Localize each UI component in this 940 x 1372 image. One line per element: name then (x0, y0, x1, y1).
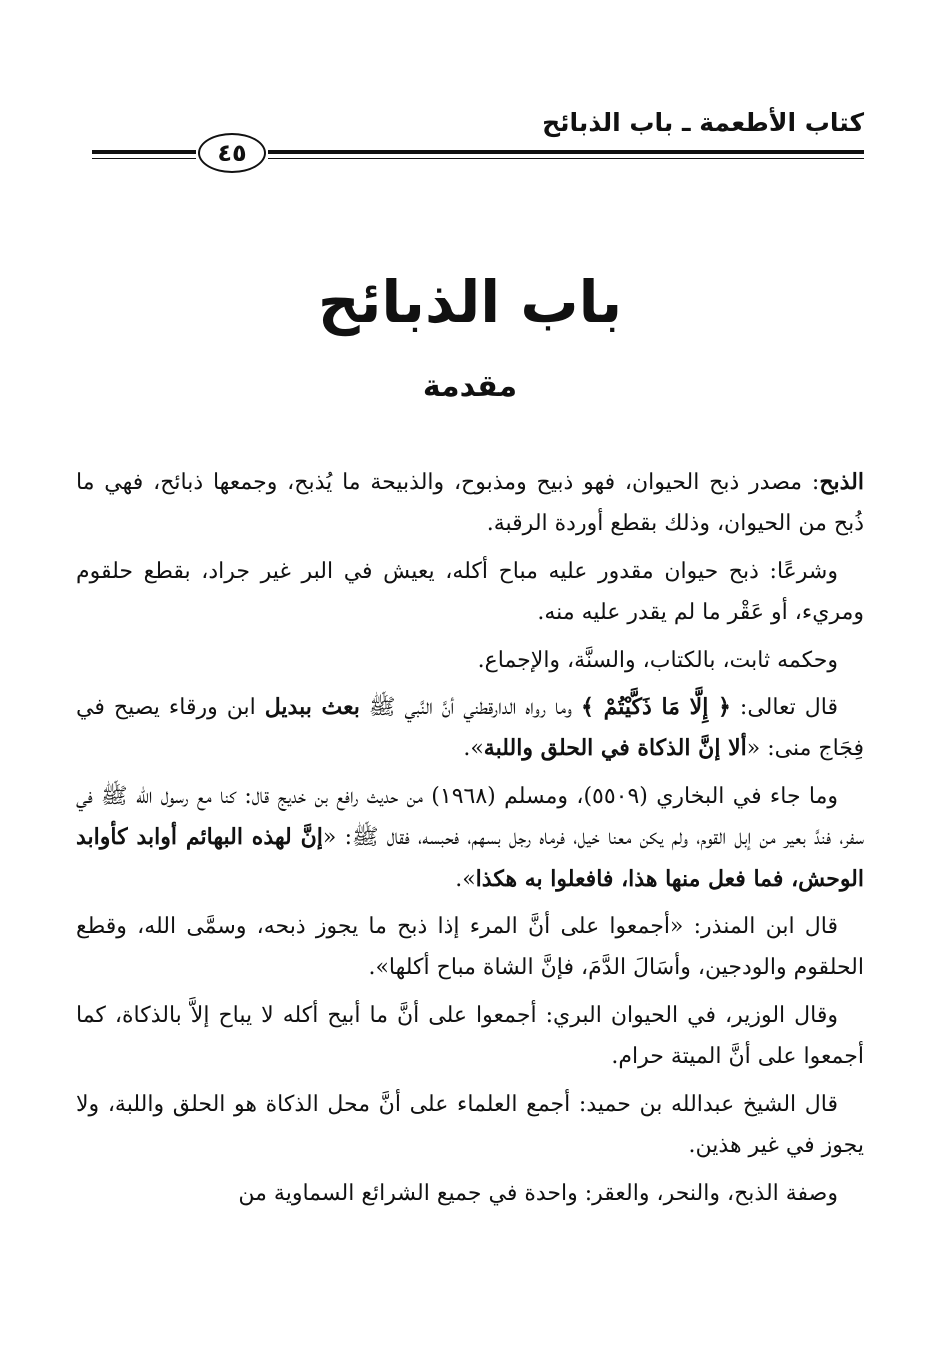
text-run: ». (455, 866, 476, 892)
hadith-quote: إنَّ لهذه البهائم أوابد كأوابد الوحش، فما فعل منها هذا، فافعلوا به هكذا (76, 824, 864, 892)
paragraph-shari-definition: وشرعًا: ذبح حيوان مقدور عليه مباح أكله، يعيش في البر غير جراد، بقطع حلقوم ومريء، أو عَقْر ما لم يقدر عليه منه. (76, 558, 864, 626)
paragraph-bukhari-evidence (76, 776, 864, 900)
hadith-quote: ألا إنَّ الذكاة في الحلق واللبة (483, 735, 747, 762)
header-rule-left (92, 150, 196, 159)
paragraph-definition (76, 462, 864, 545)
text-run: ابن ورقاء يصيح في فِجَاج منى: « (76, 695, 864, 762)
paragraph-ibn-humaid: قال الشيخ عبدالله بن حميد: أجمع العلماء على أنَّ محل الذكاة هو الحلق واللبة، ولا يجوز في غير هذين. (76, 1091, 864, 1159)
page-number-frame (198, 133, 266, 173)
paragraph-ruling: وحكمه ثابت، بالكتاب، والسنَّة، والإجماع. (477, 647, 838, 673)
text-run: ». (463, 736, 484, 762)
page-number: ٤٥ (217, 139, 247, 167)
paragraph-quran-evidence (76, 687, 864, 770)
body-text (76, 462, 864, 1220)
paragraph-text: : مصدر ذبح الحيوان، فهو ذبيح ومذبوح، والذبيحة ما يُذبح، وجمعها ذبائح، فهي ما ذُبح من الحيوان، وذلك بقطع أوردة الرقبة. (76, 470, 864, 537)
running-header-title: كتاب الأطعمة ـ باب الذبائح (542, 108, 864, 137)
paragraph-description: وصفة الذبح، والنحر، والعقر: واحدة في جميع الشرائع السماوية من (238, 1180, 838, 1206)
text-run: وما رواه الدارقطني أنَّ النَّبي ﷺ (359, 695, 582, 721)
chapter-title: باب الذبائح (317, 268, 623, 336)
text-run: قال تعالى: (730, 695, 839, 721)
section-title: مقدمة (422, 369, 518, 404)
bold-run: بعث ببديل (264, 694, 360, 721)
paragraph-ibn-almundhir: قال ابن المنذر: «أجمعوا على أنَّ المرء إذا ذبح ما يجوز ذبحه، وسمَّى الله، وقطع الحلقوم والودجين، وأسَالَ الدَّمَ، فإنَّ الشاة مباح أكلها». (76, 914, 864, 981)
text-run: وما جاء في البخاري (٥٥٠٩)، ومسلم (١٩٦٨) من حديث رافع بن خديج قال: كنا مع رسول الله ﷺ في سفر، فندَّ بعير من إبل القوم، ولم يكن معنا خيل، فرماه رجل بسهم، فحبسه، فقال ﷺ: « (76, 783, 864, 851)
quran-verse: ﴿ إِلَّا مَا ذَكَّيْتُمْ ﴾ (581, 694, 731, 721)
paragraph-alwazir: وقال الوزير، في الحيوان البري: أجمعوا على أنَّ ما أبيح أكله لا يباح إلاَّ بالذكاة، كما أجمعوا على أنَّ الميتة حرام. (76, 1002, 864, 1070)
header-rule-right (268, 150, 864, 159)
term-lead: الذبح (819, 469, 864, 495)
